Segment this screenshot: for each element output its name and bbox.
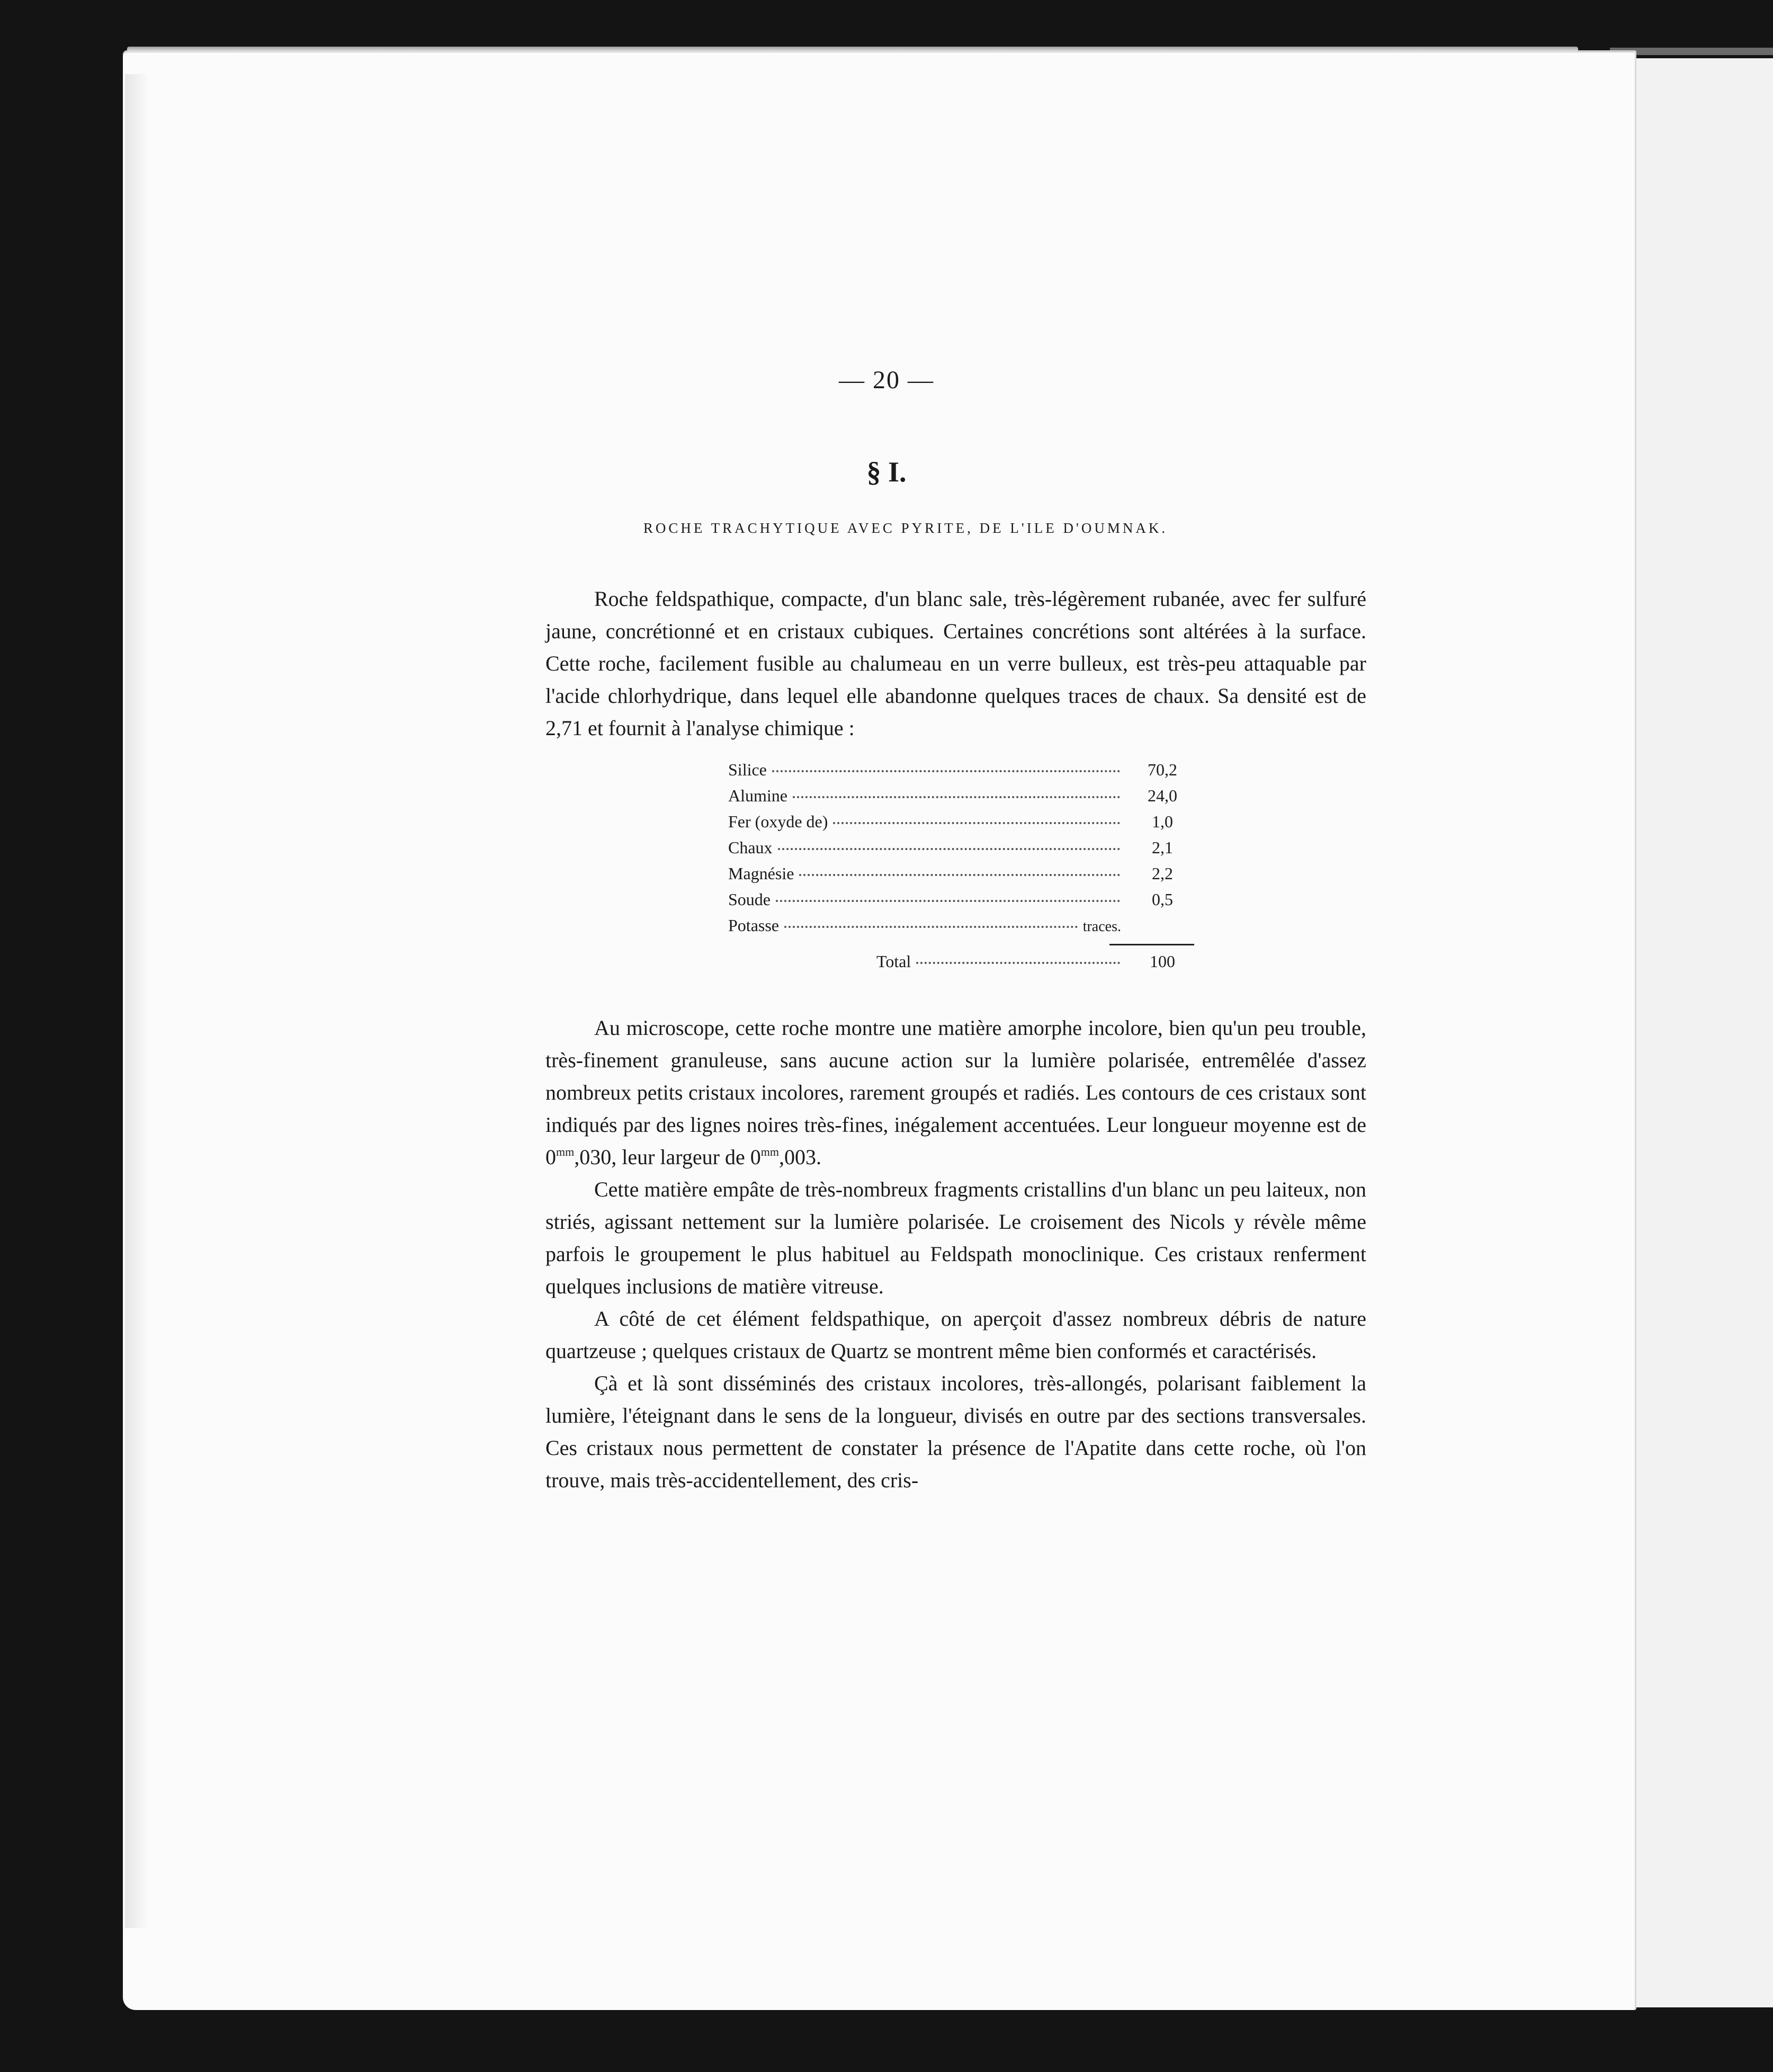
total-rule — [1109, 944, 1194, 945]
microscope-paragraphs — [545, 1012, 1366, 1496]
intro-paragraph-block — [545, 583, 1366, 744]
total-value: 100 — [1150, 952, 1175, 971]
apatite-paragraph: Çà et là sont disséminés des cristaux incolores, très-allongés, polarisant faiblement la lumière, l'éteignant dans le sens de la longueur, divisés en outre par des sections transversales. Ces cristaux nous permettent de constater la présence de l'Apatite dans cette roche, où l'on trouve, mais très-accidentellement, des cris- — [545, 1371, 1366, 1492]
analysis-row-silice — [728, 760, 1199, 786]
analysis-label: Silice — [728, 760, 767, 779]
dot-leader — [916, 962, 1120, 964]
analysis-value: 1,0 — [1152, 812, 1173, 831]
analysis-value: 24,0 — [1148, 786, 1177, 805]
unit-superscript: mm — [556, 1145, 575, 1158]
page-number: — 20 — — [839, 366, 934, 394]
analysis-total-row — [728, 952, 1199, 978]
analysis-note: traces. — [1082, 918, 1121, 935]
analysis-row-chaux — [728, 838, 1199, 864]
analysis-value: 70,2 — [1148, 760, 1177, 779]
page-left-edge — [125, 74, 148, 1928]
dot-leader — [784, 926, 1078, 928]
analysis-label: Soude — [728, 890, 771, 909]
intro-paragraph: Roche feldspathique, compacte, d'un blanc sale, très-légèrement rubanée, avec fer sulfuré jaune, concrétionné et en cristaux cubiques. Certaines concrétions sont altérées à la surface. Cette roche, facilement fusible au chalumeau en un verre bulleux, est très-peu attaquable par l'acide chlorhydrique, dans lequel elle abandonne quelques traces de chaux. Sa densité est de 2,71 et fournit à l'analyse chimique : — [545, 587, 1366, 740]
dot-leader — [793, 796, 1120, 798]
analysis-row-soude — [728, 890, 1199, 916]
dot-leader — [833, 822, 1120, 824]
analysis-row-magnesie — [728, 864, 1199, 890]
analysis-row-potasse — [728, 916, 1199, 942]
analysis-value: 0,5 — [1152, 890, 1173, 909]
unit-superscript: mm — [760, 1145, 779, 1158]
analysis-label: Alumine — [728, 786, 787, 805]
section-mark: § I. — [866, 456, 907, 488]
dot-leader — [799, 874, 1120, 876]
page-top-edge — [127, 47, 1578, 52]
analysis-label: Chaux — [728, 838, 773, 857]
quartz-paragraph: A côté de cet élément feldspathique, on aperçoit d'assez nombreux débris de nature quartzeuse ; quelques cristaux de Quartz se montrent même bien conformés et caractérisés. — [545, 1307, 1366, 1363]
total-label: Total — [876, 952, 911, 971]
analysis-value: 2,2 — [1152, 864, 1173, 883]
section-title: ROCHE TRACHYTIQUE AVEC PYRITE, DE L'ILE D'OUMNAK. — [643, 520, 1168, 536]
analysis-value: 2,1 — [1152, 838, 1173, 857]
analysis-label: Potasse — [728, 916, 779, 935]
microscope-text-c: ,003. — [778, 1145, 821, 1169]
dot-leader — [776, 900, 1120, 902]
analysis-row-fer — [728, 812, 1199, 838]
analysis-row-alumine — [728, 786, 1199, 812]
dot-leader — [772, 770, 1120, 772]
microscope-text-b: ,030, leur largeur de 0 — [574, 1145, 761, 1169]
dot-leader — [778, 848, 1120, 850]
microscope-paragraph — [545, 1012, 1366, 1173]
analysis-label: Magnésie — [728, 864, 794, 883]
feldspar-paragraph: Cette matière empâte de très-nombreux fragments cristallins d'un blanc un peu laiteux, non striés, agissant nettement sur la lumière polarisée. Le croisement des Nicols y révèle même parfois le groupement le plus habituel au Feldspath monoclinique. Ces cristaux renferment quelques inclusions de matière vitreuse. — [545, 1177, 1366, 1298]
analysis-label: Fer (oxyde de) — [728, 812, 828, 831]
chemical-analysis-table — [728, 760, 1199, 978]
microscope-text-a: Au microscope, cette roche montre une matière amorphe incolore, bien qu'un peu trouble, très-finement granuleuse, sans aucune action sur la lumière polarisée, entremêlée d'assez nombreux petits cristaux incolores, rarement groupés et radiés. Les contours de ces cristaux sont indiqués par des lignes noires très-fines, inégalement accentuées. Leur longueur moyenne est de 0 — [545, 1016, 1366, 1169]
